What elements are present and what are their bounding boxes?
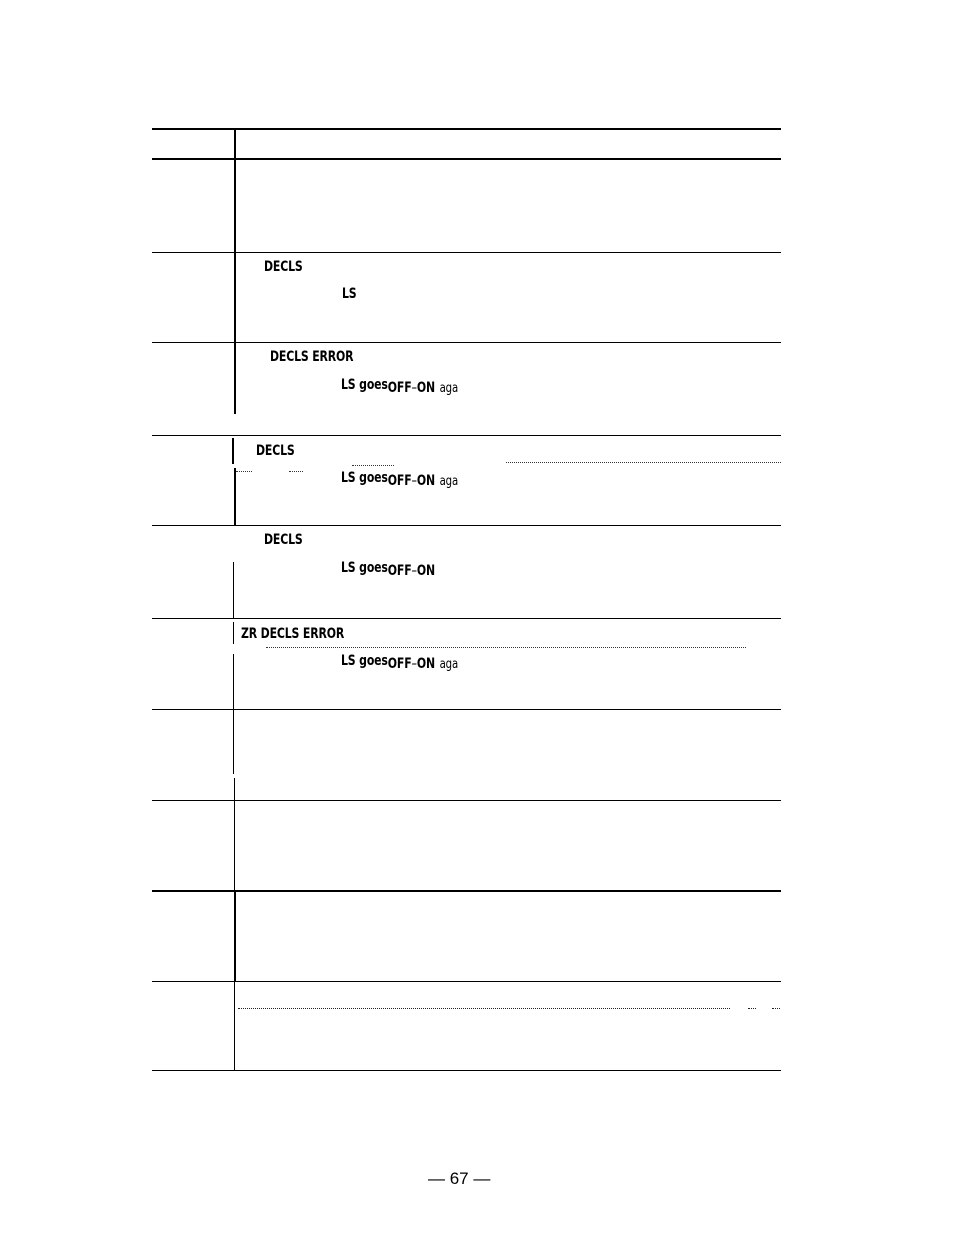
row-label: ZR DECLS ERROR [241,626,345,642]
dotted-leader [236,471,252,472]
column-divider [233,654,234,774]
row-rule [152,890,781,892]
column-divider [233,562,234,618]
row-rule [152,709,781,710]
dotted-leader [506,462,781,463]
row-detail: LS goesOFF–ON aga [341,653,459,672]
column-divider [234,982,235,1070]
row-detail: LS goesOFF–ON [341,560,435,579]
dotted-leader [266,647,746,648]
row-rule [152,525,781,526]
column-divider [233,622,234,644]
header-bottom-rule [152,158,781,160]
row-rule [152,252,781,253]
row-label: DECLS [256,443,295,459]
dotted-leader [238,1008,730,1009]
column-divider [234,128,236,414]
row-label: DECLS [264,259,303,275]
column-divider [234,778,235,890]
row-detail: LS goesOFF–ON aga [341,377,459,396]
row-rule [152,981,781,982]
column-divider [234,468,236,525]
row-rule [152,342,781,343]
row-rule [152,435,781,436]
table-bottom-rule [152,1070,781,1071]
dotted-leader [352,465,394,466]
row-rule [152,618,781,619]
column-divider [234,892,236,981]
row-label: DECLS [264,532,303,548]
column-divider [232,438,234,464]
dotted-leader [748,1008,756,1009]
row-detail: LS [342,286,357,302]
row-label: DECLS ERROR [270,349,354,365]
row-rule [152,800,781,801]
dotted-leader [772,1008,780,1009]
row-detail: LS goesOFF–ON aga [341,470,459,489]
dotted-leader [289,471,303,472]
table-top-rule [152,128,781,130]
page-number: — 67 — [428,1169,491,1188]
